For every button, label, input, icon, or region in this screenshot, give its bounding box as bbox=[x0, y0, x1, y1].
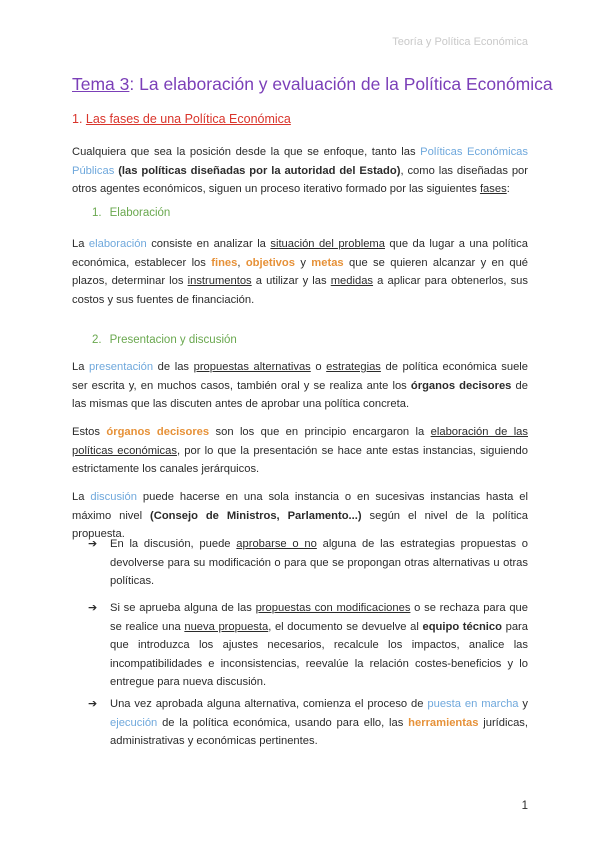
subsection-heading-elaboracion bbox=[92, 207, 170, 219]
underlined-text: aprobarse o no bbox=[236, 538, 317, 550]
text-run: de la política económica, usando para ello, las bbox=[157, 716, 409, 729]
underlined-text: situación del problema bbox=[270, 238, 385, 250]
bullet-text bbox=[110, 535, 528, 591]
running-header: Teoría y Política Económica bbox=[392, 36, 528, 48]
section-heading-1 bbox=[72, 112, 291, 126]
text-run: En la discusión, puede bbox=[110, 538, 237, 550]
bullet-text bbox=[110, 695, 528, 751]
title-tema: Tema 3 bbox=[72, 74, 130, 94]
bold-text: órganos decisores bbox=[410, 379, 512, 392]
subsection-heading-presentacion bbox=[92, 334, 237, 346]
underlined-text: propuestas alternativas bbox=[193, 361, 311, 373]
bold-text: (las políticas diseñadas por la autoridad del Estado) bbox=[118, 164, 401, 177]
text-run: , como las diseñadas por otros agentes económicos, siguen un proceso iterativo formado por las siguientes bbox=[72, 164, 528, 195]
text-run: que se quieren alcanzar y en qué plazos, determinar los bbox=[72, 256, 529, 287]
highlight-text: herramientas bbox=[408, 716, 479, 729]
highlight-text: órganos decisores bbox=[106, 426, 210, 438]
subsection-label: Presentacion y discusión bbox=[109, 334, 237, 346]
text-run: o se rechaza para que se realice una bbox=[110, 602, 529, 633]
text-run: Si se aprueba alguna de las bbox=[110, 602, 256, 614]
arrow-right-icon: ➔ bbox=[88, 538, 98, 550]
bullet-item bbox=[88, 599, 528, 692]
highlight-text: presentación bbox=[89, 361, 154, 373]
underlined-text: instrumentos bbox=[187, 275, 252, 287]
text-run: jurídicas, administrativas y económicas pertinentes. bbox=[110, 716, 529, 747]
text-run: , el documento se devuelve al bbox=[268, 620, 423, 633]
text-run: , por lo que la presentación se hace ante estas instancias, siguiendo estrictamente los canales jerárquicos. bbox=[72, 444, 528, 475]
highlight-text: objetivos bbox=[245, 256, 295, 269]
bold-text: (Consejo de Ministros, Parlamento...) bbox=[150, 509, 362, 522]
highlight-text: metas bbox=[311, 256, 344, 269]
highlight-text: fines bbox=[211, 256, 238, 269]
page-number: 1 bbox=[521, 800, 528, 812]
text-run: para que introduzca los ajustes necesarios, recalcule los impactos, analice las incompatibilidades e inconsistencias, reevalúe la relación costes-beneficios y lo entregue para nueva discusión. bbox=[110, 620, 528, 688]
text-run: : bbox=[506, 183, 510, 195]
arrow-right-icon: ➔ bbox=[88, 698, 98, 710]
highlight-text: puesta en marcha bbox=[427, 698, 519, 710]
text-run: de las bbox=[153, 361, 194, 373]
underlined-text: elaboración de las políticas económicas bbox=[72, 426, 528, 457]
text-run: o bbox=[310, 361, 327, 373]
text-run: son los que en principio encargaron la bbox=[209, 426, 431, 438]
bullet-item bbox=[88, 695, 528, 751]
subsection-number: 2. bbox=[92, 334, 102, 346]
text-run: Cualquiera que sea la posición desde la que se enfoque, tanto las bbox=[72, 146, 421, 158]
text-run: La bbox=[72, 491, 91, 503]
text-run: , bbox=[237, 256, 246, 269]
section-label: Las fases de una Política Económica bbox=[85, 112, 291, 126]
bullet-text bbox=[110, 599, 528, 692]
highlight-text: Políticas Económicas Públicas bbox=[72, 146, 528, 177]
text-run: de las mismas que las discuten antes de aprobar una política concreta. bbox=[72, 379, 528, 410]
text-run: Una vez aprobada alguna alternativa, comienza el proceso de bbox=[110, 698, 428, 710]
underlined-text: medidas bbox=[330, 275, 374, 287]
highlight-text: elaboración bbox=[88, 238, 147, 250]
organos-paragraph bbox=[72, 423, 528, 479]
title-rest: : La elaboración y evaluación de la Política Económica bbox=[129, 74, 553, 94]
subsection-number: 1. bbox=[92, 207, 102, 219]
arrow-right-icon: ➔ bbox=[88, 602, 98, 614]
text-run: alguna de las estrategias propuestas o devolverse para su modificación o para que se propongan otras alternativas u otras políticas. bbox=[110, 538, 529, 587]
text-run: Estos bbox=[72, 426, 107, 438]
text-run: a aplicar para obtenerlos, sus costos y sus fuentes de financiación. bbox=[72, 275, 528, 306]
section-number: 1. bbox=[72, 112, 86, 126]
text-run: consiste en analizar la bbox=[146, 238, 271, 250]
text-run: y bbox=[518, 698, 529, 710]
intro-paragraph bbox=[72, 143, 528, 199]
text-run: de política económica suele ser escrita y, en muchos casos, también oral y se realiza ante los bbox=[72, 361, 528, 392]
text-run: a utilizar y las bbox=[251, 275, 331, 287]
elaboracion-paragraph bbox=[72, 235, 528, 309]
text-run: La bbox=[72, 238, 89, 250]
highlight-text: discusión bbox=[90, 491, 137, 503]
bullet-item bbox=[88, 535, 528, 591]
page-title bbox=[72, 74, 553, 95]
subsection-label: Elaboración bbox=[109, 207, 171, 219]
underlined-text: fases bbox=[479, 183, 507, 195]
text-run: y bbox=[294, 256, 312, 269]
underlined-text: estrategias bbox=[326, 361, 381, 373]
text-run: puede hacerse en una sola instancia o en sucesivas instancias hasta el máximo nivel bbox=[72, 491, 528, 522]
text-run: La bbox=[72, 361, 90, 373]
text-run: que da lugar a una política económica, establecer los bbox=[72, 238, 528, 269]
text-run: según el nivel de la política propuesta. bbox=[72, 509, 528, 540]
highlight-text: ejecución bbox=[110, 716, 158, 729]
bold-text: equipo técnico bbox=[422, 620, 502, 633]
underlined-text: nueva propuesta bbox=[184, 620, 269, 633]
underlined-text: propuestas con modificaciones bbox=[255, 602, 411, 614]
presentacion-paragraph bbox=[72, 358, 528, 414]
